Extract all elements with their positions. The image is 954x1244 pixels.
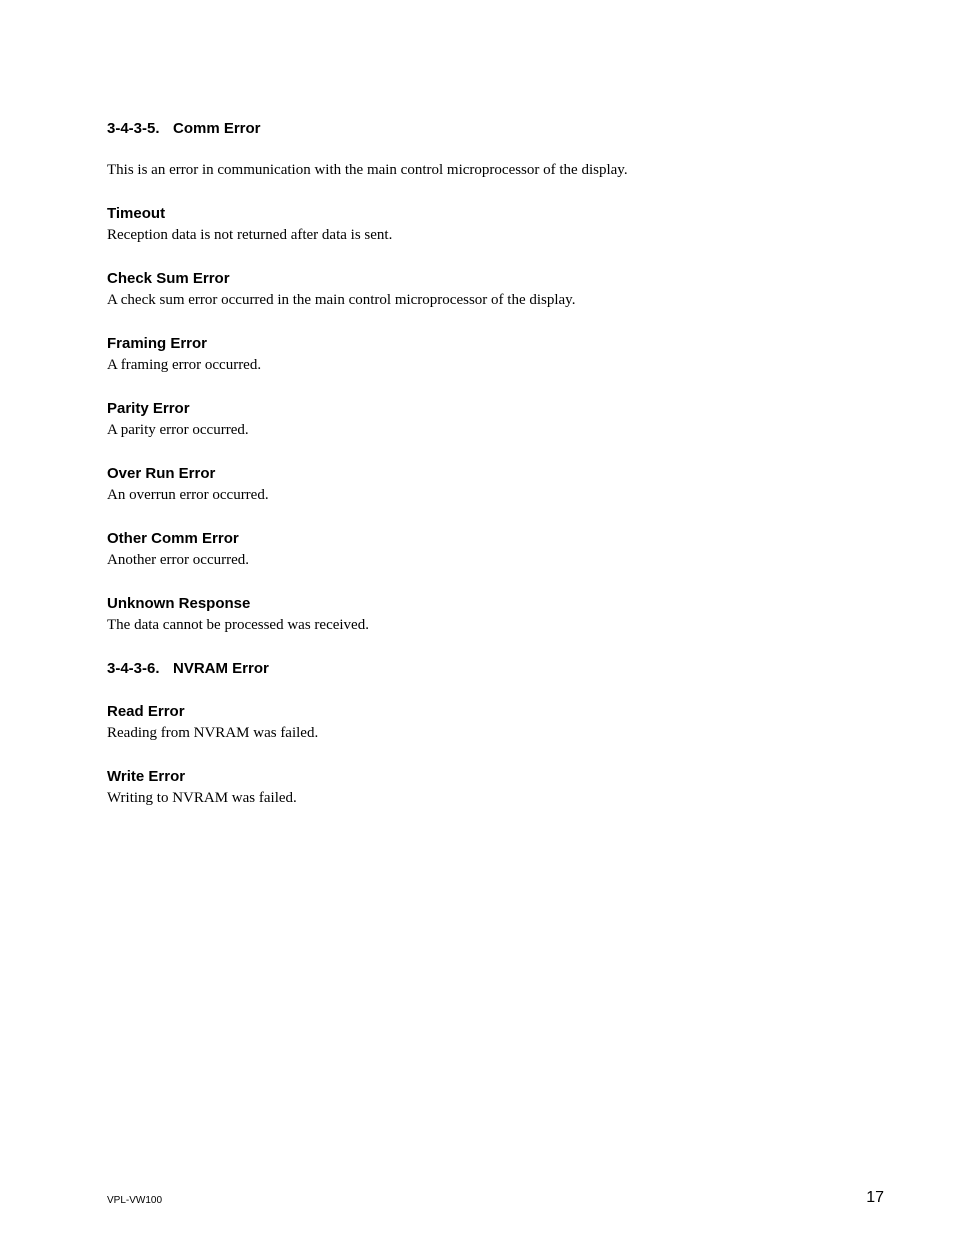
entry-title: Read Error <box>107 703 185 720</box>
entry-description: A parity error occurred. <box>107 422 249 438</box>
entry-description: The data cannot be processed was received. <box>107 617 369 633</box>
footer-model: VPL-VW100 <box>107 1195 163 1206</box>
section-title: NVRAM Error <box>173 660 269 677</box>
entry-unknown-response <box>107 594 887 635</box>
section-number: 3-4-3-5. <box>107 120 160 137</box>
entry-description: Reception data is not returned after data is sent. <box>107 227 393 243</box>
page-number: 17 <box>866 1189 884 1206</box>
entry-title: Over Run Error <box>107 465 216 482</box>
entry-read-error <box>107 702 887 743</box>
entry-title: Framing Error <box>107 335 208 352</box>
entry-description: Reading from NVRAM was failed. <box>107 725 319 741</box>
entry-over-run-error <box>107 464 887 505</box>
entry-other-comm-error <box>107 529 887 570</box>
entry-title: Check Sum Error <box>107 270 230 287</box>
section-heading <box>107 119 887 138</box>
entry-write-error <box>107 767 887 808</box>
entry-title: Unknown Response <box>107 595 251 612</box>
entry-parity-error <box>107 399 887 440</box>
entry-title: Write Error <box>107 768 186 785</box>
entry-title: Other Comm Error <box>107 530 239 547</box>
entry-description: Another error occurred. <box>107 552 250 568</box>
entry-title: Parity Error <box>107 400 190 417</box>
section-heading <box>107 659 887 678</box>
section-number: 3-4-3-6. <box>107 660 160 677</box>
entry-timeout <box>107 204 887 245</box>
entry-description: An overrun error occurred. <box>107 487 269 503</box>
entry-description: A check sum error occurred in the main control microprocessor of the display. <box>107 292 576 308</box>
section-nvram-error <box>107 659 887 808</box>
entry-check-sum-error <box>107 269 887 310</box>
entry-framing-error <box>107 334 887 375</box>
entry-description: Writing to NVRAM was failed. <box>107 790 297 806</box>
entry-description: A framing error occurred. <box>107 357 262 373</box>
section-intro: This is an error in communication with the main control microprocessor of the display. <box>107 162 628 178</box>
document-page <box>107 119 887 808</box>
entry-title: Timeout <box>107 205 166 222</box>
section-title: Comm Error <box>173 120 261 137</box>
section-comm-error <box>107 119 887 635</box>
